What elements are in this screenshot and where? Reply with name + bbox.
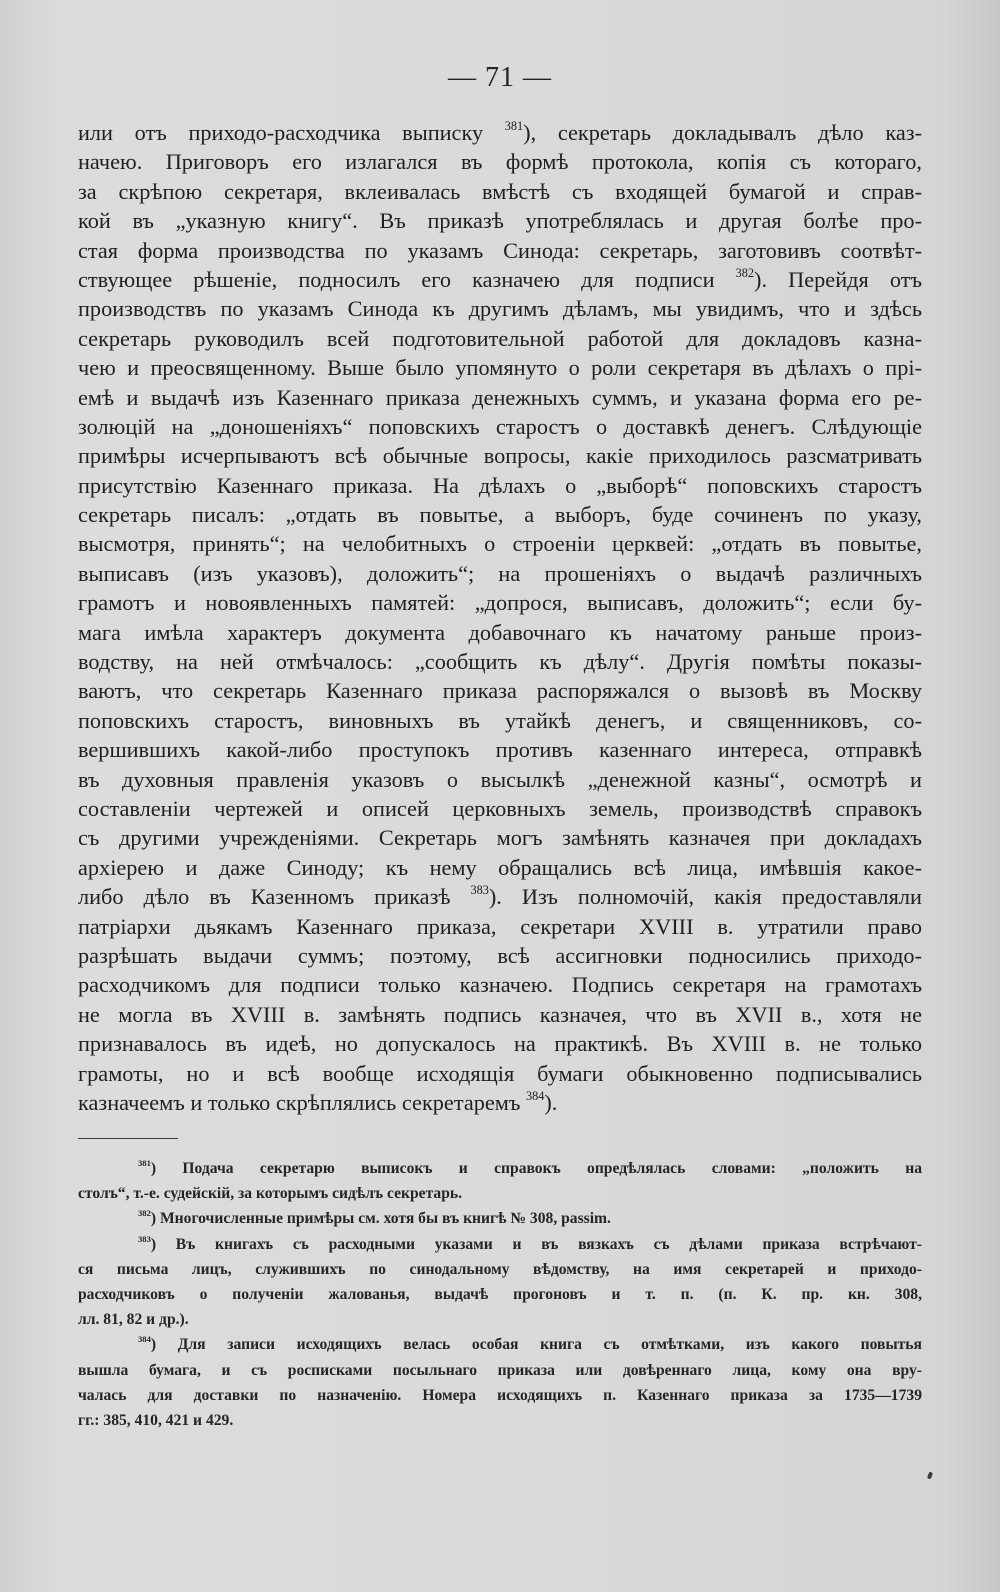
text-line: водству, на ней отмѣчалось: „сообщить къ дѣлу“. Другія помѣты показы- xyxy=(78,649,922,675)
text-line: ствующее рѣшеніе, подносилъ его казначею для подписи $^{382}$). Перейдя отъ xyxy=(78,266,922,292)
text-line: мага имѣла характеръ документа добавочнаго къ начатому раньше произ- xyxy=(78,619,922,645)
text-line: разрѣшать выдачи суммъ; поэтому, всѣ ассигновки подносились приходо- xyxy=(78,942,922,968)
footnote-line: $^{381}$) Подача секретарю выписокъ и справокъ опредѣлялась словами: „положить на xyxy=(138,1158,922,1177)
text-line: стая форма производства по указамъ Синода: секретарь, заготовивъ соотвѣт- xyxy=(78,237,922,263)
text-line: или отъ приходо-расходчика выписку $^{381}$), секретарь докладывалъ дѣло каз- xyxy=(78,119,922,145)
text-line: выписавъ (изъ указовъ), доложить“; на прошеніяхъ о выдачѣ различныхъ xyxy=(78,560,922,586)
text-line: съ другими учрежденіями. Секретарь могъ замѣнять казначея при докладахъ xyxy=(78,825,922,851)
text-line: составленіи чертежей и описей церковныхъ земель, производствѣ справокъ xyxy=(78,795,922,821)
text-line: начею. Приговоръ его излагался въ формѣ протокола, копія съ котораго, xyxy=(78,149,922,175)
footnote-separator xyxy=(78,1138,178,1139)
text-line: присутствію Казеннаго приказа. На дѣлахъ о „выборѣ“ поповскихъ старостъ xyxy=(78,472,922,498)
text-line: патріархи дьякамъ Казеннаго приказа, секретари XVIII в. утратили право xyxy=(78,913,922,939)
text-line: архіерею и даже Синоду; къ нему обращались всѣ лица, имѣвшія какое- xyxy=(78,854,922,880)
footnote-marker: 383 xyxy=(470,883,489,898)
text-line: чею и преосвященному. Выше было упомянуто о роли секретаря въ дѣлахъ о прі- xyxy=(78,355,922,381)
text-line: высмотря, принять“; на челобитныхъ о строеніи церквей: „отдать въ повытье, xyxy=(78,531,922,557)
text-line: золюцій на „доношеніяхъ“ поповскихъ старостъ о доставкѣ денегъ. Слѣдующіе xyxy=(78,413,922,439)
footnote-marker: 382 xyxy=(138,1208,151,1219)
footnote-line: ся письма лицъ, служившихъ по синодальному вѣдомству, на имя секретарей и приходо- xyxy=(78,1260,922,1278)
text-line: поповскихъ старостъ, виновныхъ въ утайкѣ денегъ, и священниковъ, со- xyxy=(78,707,922,733)
text-line: кой въ „указную книгу“. Въ приказѣ употреблялась и другая болѣе про- xyxy=(78,208,922,234)
footnote-line: чалась для доставки по назначенію. Номера исходящихъ п. Казеннаго приказа за 1735—1739 xyxy=(78,1386,922,1404)
text-line: примѣры исчерпываютъ всѣ обычные вопросы, какіе приходилось разсматривать xyxy=(78,443,922,469)
ink-speck xyxy=(927,1472,933,1480)
footnote-marker: 381 xyxy=(504,119,524,134)
footnote-marker: 383 xyxy=(138,1233,151,1244)
footnote-line: вышла бумага, и съ росписками посыльнаго приказа или довѣреннаго лица, кому она вру- xyxy=(78,1361,922,1379)
text-line: признавалось въ идеѣ, но допускалось на практикѣ. Въ XVIII в. не только xyxy=(78,1031,922,1057)
footnote-line: расходчиковъ о полученіи жалованья, выдачѣ прогоновъ и т. п. (п. К. пр. кн. 308, xyxy=(78,1285,922,1303)
main-text xyxy=(78,118,922,1117)
footnote-marker: 382 xyxy=(735,266,755,281)
text-line: за скрѣпою секретаря, вклеивалась вмѣстѣ съ входящей бумагой и справ- xyxy=(78,178,922,204)
footnote-line: $^{383}$) Въ книгахъ съ расходными указами и въ вязкахъ съ дѣлами приказа встрѣчают- xyxy=(138,1233,922,1253)
footnote-line: лл. 81, 82 и др.). xyxy=(78,1311,189,1329)
text-line: либо дѣло въ Казенномъ приказѣ $^{383}$). Изъ полномочій, какія предоставляли xyxy=(78,883,922,910)
footnote-marker: 384 xyxy=(138,1334,151,1345)
text-line: секретарь писалъ: „отдать въ повытье, а выборъ, буде сочиненъ по указу, xyxy=(78,502,922,528)
text-line: казначеемъ и только скрѣплялись секретаремъ $^{384}$). xyxy=(78,1089,558,1115)
text-line: секретарь руководилъ всей подготовительной работой для докладовъ казна- xyxy=(78,325,922,351)
text-line: вершившихъ какой-либо проступокъ противъ казеннаго интереса, отправкѣ xyxy=(78,737,922,763)
footnote-marker: 381 xyxy=(138,1158,151,1169)
text-line: расходчикомъ для подписи только казначею. Подпись секретаря на грамотахъ xyxy=(78,972,922,998)
text-line: грамотъ и новоявленныхъ памятей: „допрося, выписавъ, доложить“; если бу- xyxy=(78,590,922,616)
text-line: производствъ по указамъ Синода къ другимъ дѣламъ, мы увидимъ, что и здѣсь xyxy=(78,296,922,322)
text-line: не могла въ XVIII в. замѣнять подпись казначея, что въ XVII в., хотя не xyxy=(78,1001,922,1027)
text-line: емѣ и выдачѣ изъ Казеннаго приказа денежныхъ суммъ, и указана форма его ре- xyxy=(78,384,922,410)
text-line: грамоты, но и всѣ вообще исходящія бумаги обыкновенно подписывались xyxy=(78,1060,922,1086)
footnote-line: столъ“, т.-е. судейскій, за которымъ сидѣлъ секретарь. xyxy=(78,1185,463,1203)
footnote-line: $^{384}$) Для записи исходящихъ велась особая книга съ отмѣтками, изъ какого повытья xyxy=(138,1334,922,1354)
footnote-line: $^{382}$) Многочисленные примѣры см. хотя бы въ книгѣ № 308, passim. xyxy=(138,1208,611,1228)
footnotes xyxy=(78,1156,922,1433)
footnote-line: гг.: 385, 410, 421 и 429. xyxy=(78,1411,234,1429)
footnote-marker: 384 xyxy=(526,1089,545,1104)
page-number: — 71 — xyxy=(448,62,552,93)
text-line: ваютъ, что секретарь Казеннаго приказа распоряжался о вызовѣ въ Москву xyxy=(78,678,922,704)
text-line: въ духовныя правленія указовъ о высылкѣ „денежной казны“, осмотрѣ и xyxy=(78,766,922,792)
